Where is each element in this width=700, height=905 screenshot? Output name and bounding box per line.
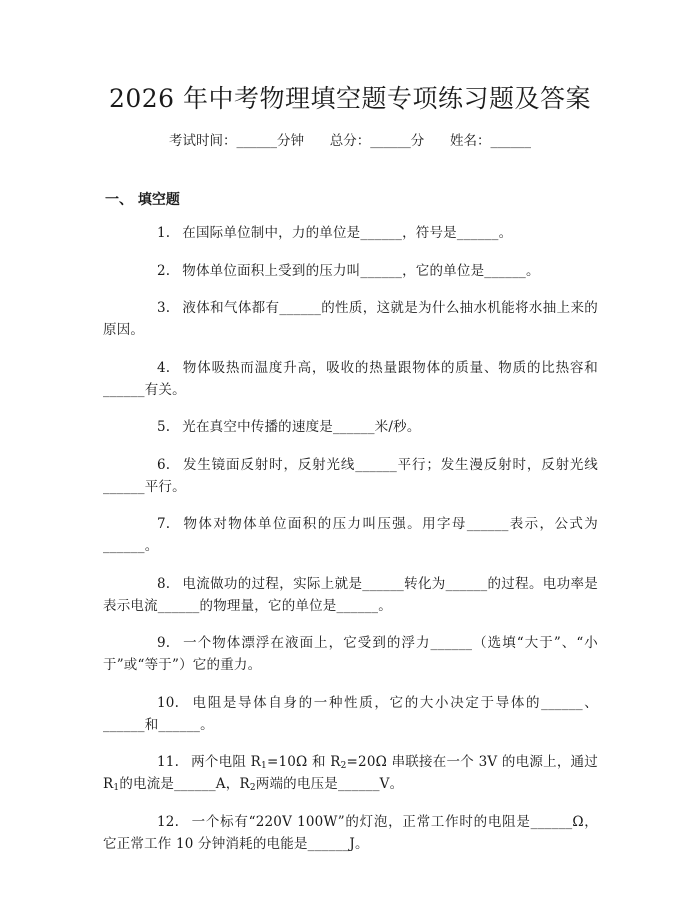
question-item [103, 573, 598, 617]
question-number: 7. [157, 516, 171, 532]
question-item [103, 751, 598, 795]
question-text: 发生镜面反射时，反射光线______平行；发生漫反射时，反射光线______平行。 [103, 456, 598, 495]
question-text: 物体单位面积上受到的压力叫______，它的单位是______。 [182, 262, 540, 279]
section-heading: 一、 填空题 [105, 192, 180, 208]
question-item [103, 454, 598, 498]
question-number: 3. [157, 300, 171, 316]
question-number: 8. [157, 575, 171, 592]
question-number: 5. [157, 419, 171, 435]
question-text: 一个标有“220V 100W”的灯泡，正常工作时的电阻是______Ω，它正常工作 10 分钟消耗的电能是______J。 [103, 813, 598, 852]
question-item [103, 513, 598, 557]
question-text: 液体和气体都有______的性质，这就是为什么抽水机能将水抽上来的原因。 [103, 300, 598, 338]
question-list [103, 222, 598, 870]
question-item [103, 692, 598, 736]
question-number: 11. [157, 754, 180, 770]
page-title: 2026 年中考物理填空题专项练习题及答案 [108, 84, 592, 113]
question-number: 6. [157, 456, 171, 473]
exam-info-line: 考试时间：______分钟 总分：______分 姓名：______ [169, 133, 531, 149]
question-text: 光在真空中传播的速度是______米/秒。 [182, 419, 421, 435]
question-text: 物体对物体单位面积的压力叫压强。用字母______表示，公式为______。 [103, 516, 598, 554]
question-number: 2. [157, 262, 171, 279]
question-item [103, 297, 598, 341]
question-number: 9. [157, 635, 171, 651]
question-number: 10. [157, 694, 180, 711]
question-item [103, 357, 598, 401]
question-text: 在国际单位制中，力的单位是______，符号是______。 [182, 225, 513, 241]
question-item [103, 811, 598, 855]
question-number: 12. [157, 813, 180, 830]
question-text: 电流做功的过程，实际上就是______转化为______的过程。电功率是表示电流______的物理量，它的单位是______。 [103, 575, 598, 614]
question-item [103, 416, 598, 438]
question-text: 两个电阻 $R_1=10\Omega$ 和 $R_2=20\Omega$ 串联接在一个 3V 的电源上，通过 $R_1$的电流是______A，$R_2$两端的电压是______V。 [103, 754, 599, 793]
question-number: 4. [157, 359, 171, 376]
question-item [103, 632, 598, 676]
question-text: 物体吸热而温度升高，吸收的热量跟物体的质量、物质的比热容和______有关。 [103, 359, 598, 398]
question-text: 电阻是导体自身的一种性质，它的大小决定于导体的______、______和______。 [103, 694, 598, 733]
question-item [103, 260, 598, 282]
question-text: 一个物体漂浮在液面上，它受到的浮力______（选填“大于”、“小于”或“等于”）它的重力。 [103, 635, 598, 673]
question-number: 1. [157, 225, 171, 241]
question-item [103, 222, 598, 244]
